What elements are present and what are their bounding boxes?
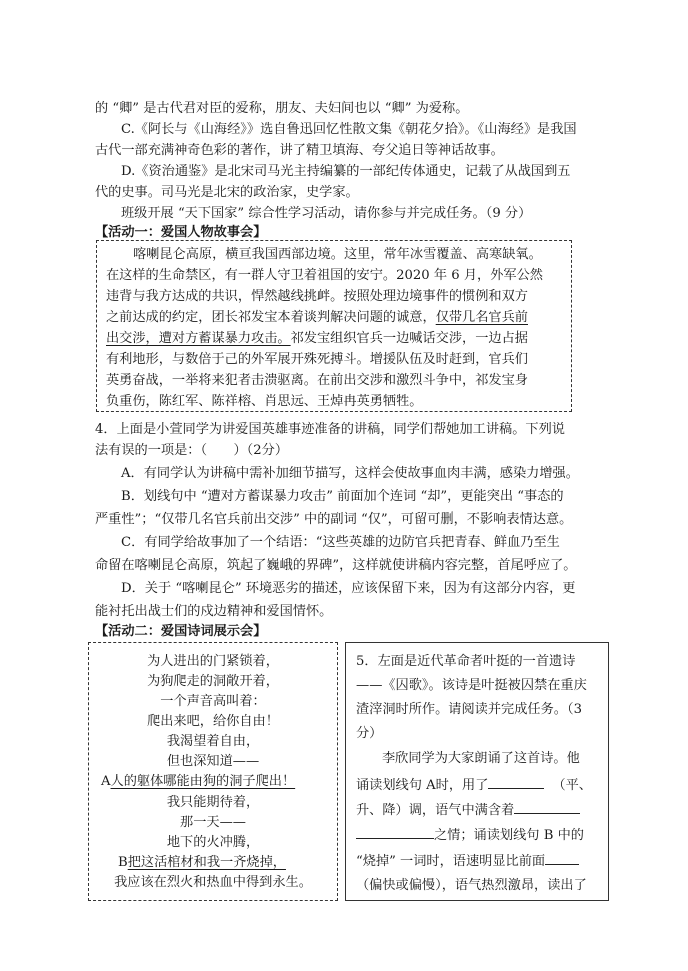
question5-line [356,774,592,796]
activity1-heading: 【活动一：爱国人物故事会】 [95,225,267,240]
story-line: 有利地形，与数倍于己的外军展开殊死搏斗。增援队伍及时赶到，官兵们 [106,352,528,367]
mark-b: B [118,855,128,870]
answer-blank[interactable] [356,824,434,839]
poem-line: 地下的火冲腾， [166,835,260,850]
story-line: 负重伤，陈红军、陈祥榕、肖思远、王焯冉英勇牺牲。 [106,394,423,409]
poem-line: 我只能期待着， [166,795,260,810]
option-d-line: D.《资治通鉴》是北宋司马光主持编纂的一部纪传体通史，记载了从战国到五 [121,164,571,179]
question5-text: “烧掉” 一词时，语速明显比前面 [356,854,546,869]
option-c-cont: 命留在喀喇昆仑高原，筑起了巍峨的界碑”，这样就使讲稿内容完整，首尾呼应了。 [95,558,577,573]
story-line: 喀喇昆仑高原，横亘我国西部边境。这里，常年冰雪覆盖、高寒缺氧。 [133,247,542,262]
underlined-sentence: 仅带几名官兵前 [435,310,528,325]
option-c-line: C.《阿长与《山海经》》选自鲁迅回忆性散文集《朝花夕拾》。《山海经》是我国 [121,122,577,137]
option-c: C．有同学给故事加了一个结语：“这些英雄的边防官兵把青春、鲜血乃至生 [121,535,560,550]
poem-line-b [118,853,286,873]
question5-line: 渣滓洞时所作。请阅读并完成任务。（3 [356,702,582,717]
option-d: D．关于 “喀喇昆仑” 环境恶劣的描述，应该保留下来，因为有这部分内容，更 [121,581,576,596]
question5-line: ——《囚歌》。该诗是叶挺被囚禁在重庆 [356,678,587,693]
question4-stem: 法有误的一项是：（ ）（2分） [95,443,289,458]
text-line: 古代一部充满神奇色彩的著作，讲了精卫填海、夸父追日等神话故事。 [95,143,504,158]
poem-line: 爬出来吧，给你自由！ [147,714,279,729]
poem-line: 那一天—— [180,815,246,830]
question5-line [356,799,580,821]
poem-line: 但也深知道—— [166,754,260,769]
text-line: 的 “卿” 是古代君对臣的爱称，朋友、夫妇间也以 “卿” 为爱称。 [95,101,469,116]
activity2-heading: 【活动二：爱国诗词展示会】 [95,624,267,639]
question5-line [356,824,584,846]
underlined-sentence: 出交涉，遭对方蓄谋暴力攻击。 [106,331,291,346]
option-a: A．有同学认为讲稿中需补加细节描写，这样会使故事血肉丰满，感染力增强。 [121,466,579,481]
answer-blank[interactable] [488,774,544,789]
mark-a: A [101,774,111,789]
option-b-cont: 严重性”；“仅带几名官兵前出交涉” 中的副词 “仅”，可留可删，不影响表情达意。 [95,512,573,527]
underlined-line-b: 把这活棺材和我一齐烧掉， [127,855,286,870]
question5-text: 诵读划线句 A时，用了 [356,778,489,793]
question5-line: （偏快或偏慢），语气热烈激昂，读出了 [356,878,587,893]
question5-line [356,850,579,872]
story-line: 违背与我方达成的共识，悍然越线挑衅。按照处理边境事件的惯例和双方 [106,289,528,304]
option-d-cont: 能衬托出战士们的戍边精神和爱国情怀。 [95,604,333,619]
poem-line: 我应该在烈火和热血中得到永生。 [114,875,312,890]
underlined-line-a: 人的躯体哪能由狗的洞子爬出！ [110,774,296,789]
instruction-line: 班级开展 “天下国家” 综合性学习活动，请你参与并完成任务。（9 分） [121,206,532,221]
story-line [106,308,528,328]
question5-text: 之情；诵读划线句 B 中的 [434,828,584,843]
text-line: 代的史事。司马光是北宋的政治家，史学家。 [95,185,359,200]
answer-blank[interactable] [514,799,580,814]
story-line [106,329,528,349]
question4-stem: 4．上面是小萱同学为讲爱国英雄事迹准备的讲稿，同学们帮她加工讲稿。下列说 [95,422,565,437]
option-b: B．划线句中 “遭对方蓄谋暴力攻击” 前面加个连词 “却”，更能突出 “事态的 [121,489,564,504]
question5-text: （平、 [552,778,592,793]
question5-line: 分） [356,726,383,741]
story-line: 英勇奋战，一举将来犯者击溃驱离。在前出交涉和激烈斗争中，祁发宝身 [106,373,528,388]
question5-line: 李欣同学为大家朗诵了这首诗。他 [382,751,580,766]
poem-line: 为人进出的门紧锁着， [147,654,279,669]
question5-line: 5．左面是近代革命者叶挺的一首遗诗 [356,654,576,669]
story-text: 之前达成的约定，团长祁发宝本着谈判解决问题的诚意， [106,310,436,325]
answer-blank[interactable] [545,850,579,865]
poem-line: 为狗爬走的洞敞开着， [147,674,279,689]
poem-line-a [101,772,295,792]
story-line: 在这样的生命禁区，有一群人守卫着祖国的安宁。2020 年 6 月，外军公然 [106,268,543,283]
poem-line: 我渴望着自由， [166,734,260,749]
question5-text: 升、降）调，语气中满含着 [356,803,515,818]
story-text: 祁发宝组织官兵一边喊话交涉，一边占据 [290,331,528,346]
poem-line: 一个声音高叫着： [160,694,266,709]
